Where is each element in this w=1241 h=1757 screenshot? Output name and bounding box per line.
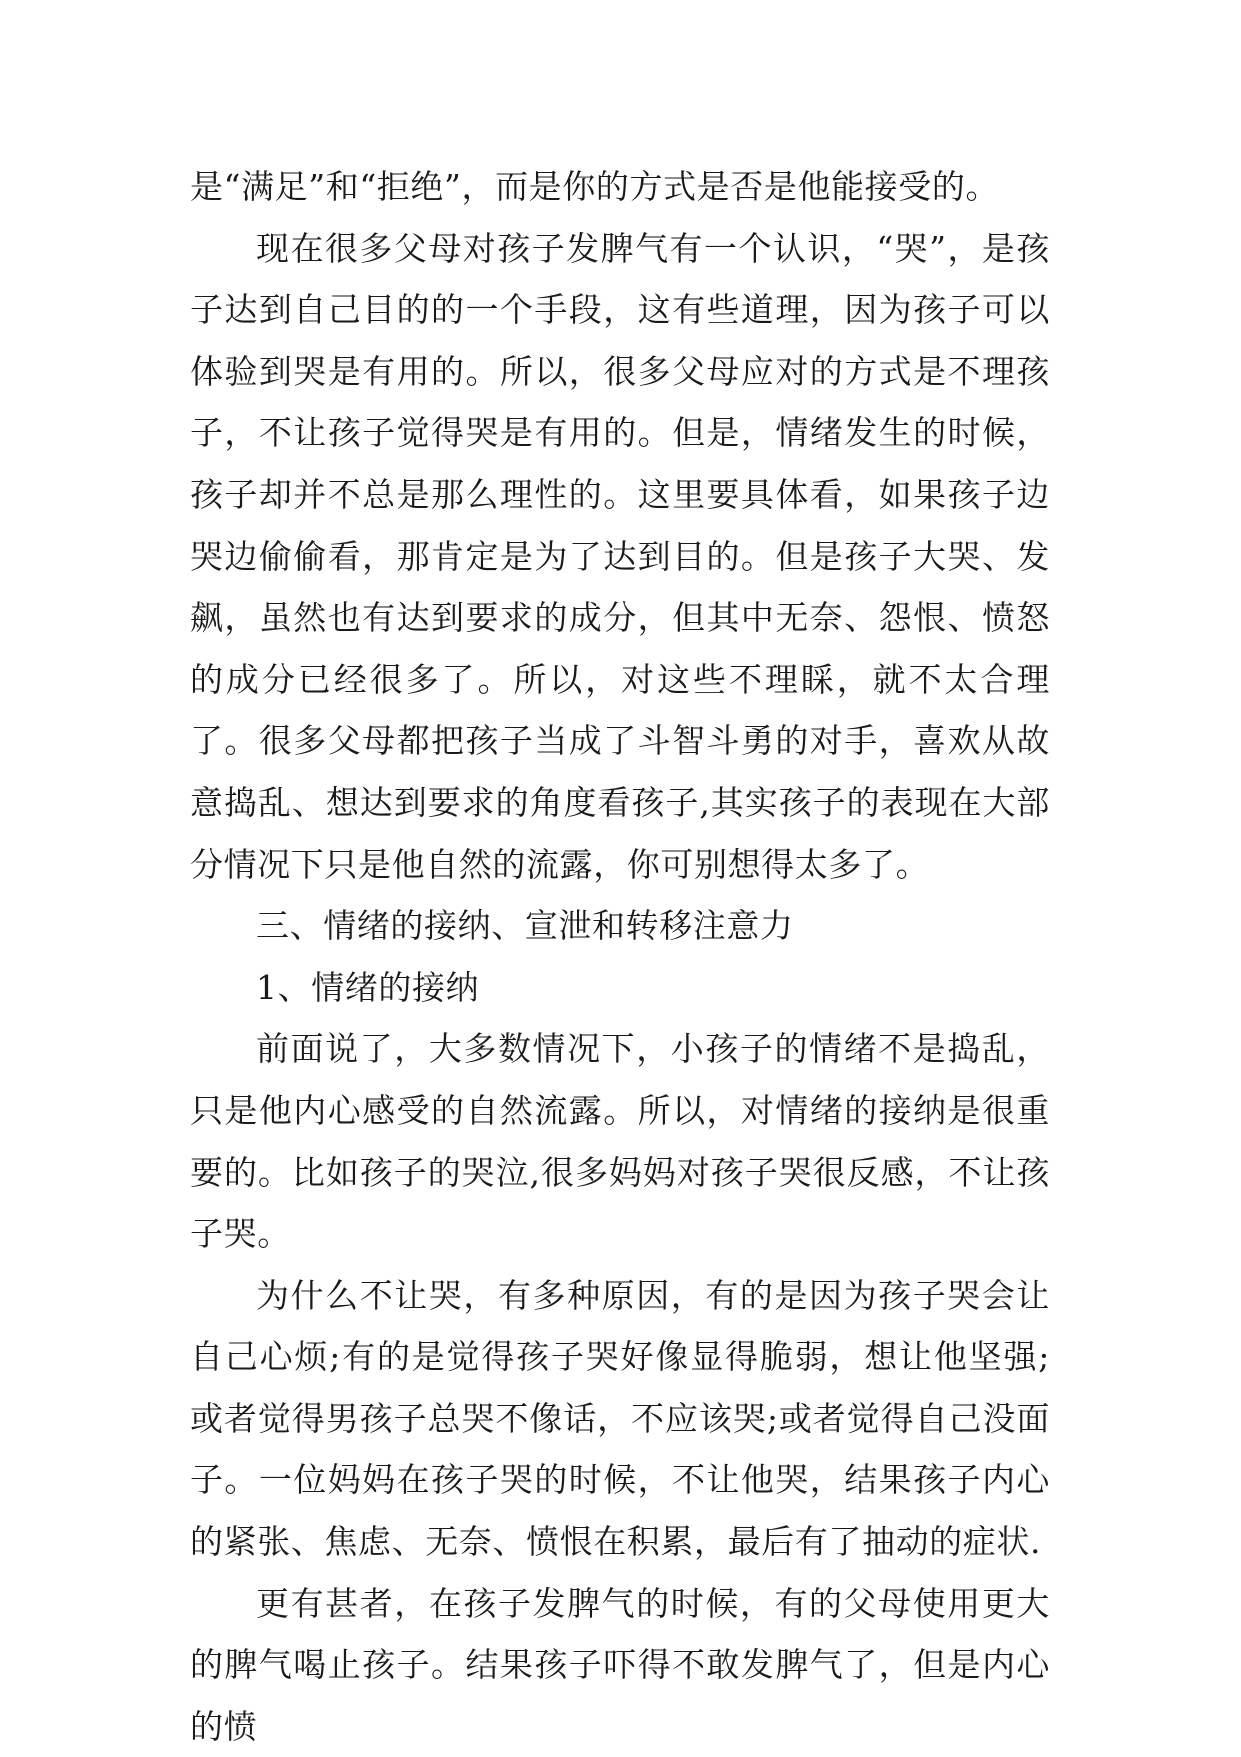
paragraph-body: 为什么不让哭，有多种原因，有的是因为孩子哭会让自己心烦;有的是觉得孩子哭好像显得脆弱，想让他坚强;或者觉得男孩子总哭不像话，不应该哭;或者觉得自己没面子。一位妈妈在孩子哭的时候，不让他哭，结果孩子内心的紧张、焦虑、无奈、愤恨在积累，最后有了抽动的症状. [190, 1275, 1050, 1562]
paragraph-body: 现在很多父母对孩子发脾气有一个认识，“哭”，是孩子达到自己目的的一个手段，这有些道理，因为孩子可以体验到哭是有用的。所以，很多父母应对的方式是不理孩子，不让孩子觉得哭是有用的。但是，情绪发生的时候，孩子却并不总是那么理性的。这里要具体看，如果孩子边哭边偷偷看，那肯定是为了达到目的。但是孩子大哭、发飙，虽然也有达到要求的成分，但其中无奈、怨恨、愤怒的成分已经很多了。所以，对这些不理睬，就不太合理了。很多父母都把孩子当成了斗智斗勇的对手，喜欢从故意捣乱、想达到要求的角度看孩子,其实孩子的表现在大部分情况下只是他自然的流露，你可别想得太多了。 [190, 228, 1050, 884]
paragraph-continuation: 是“满足”和“拒绝”，而是你的方式是否是他能接受的。 [190, 167, 1000, 206]
subsection-heading: 1、情绪的接纳 [256, 967, 480, 1007]
paragraph-body: 更有甚者，在孩子发脾气的时候，有的父母使用更大的脾气喝止孩子。结果孩子吓得不敢发脾气了，但是内心的愤 [190, 1583, 1050, 1746]
section-heading: 三、情绪的接纳、宣泄和转移注意力 [256, 906, 794, 946]
paragraph-body: 前面说了，大多数情况下，小孩子的情绪不是捣乱，只是他内心感受的自然流露。所以，对情绪的接纳是很重要的。比如孩子的哭泣,很多妈妈对孩子哭很反感，不让孩子哭。 [190, 1029, 1050, 1254]
document-body [190, 156, 1050, 1757]
